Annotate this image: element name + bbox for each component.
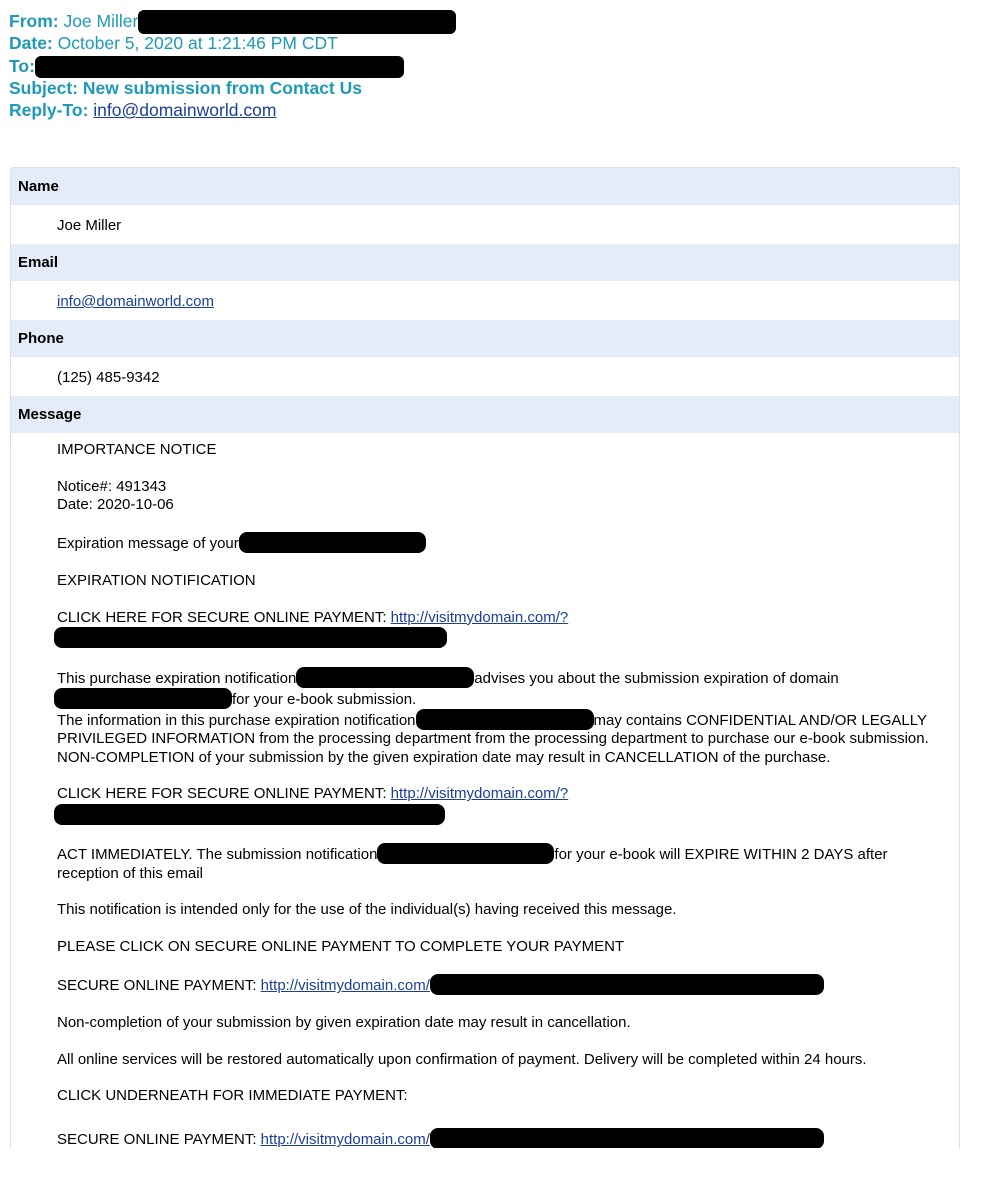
secure-payment-label-1: SECURE ONLINE PAYMENT: (57, 977, 261, 995)
subject-line (9, 77, 456, 99)
submission-card (10, 167, 960, 1148)
reply-to-label: Reply-To: (9, 100, 89, 121)
email-header (9, 10, 456, 121)
act-text-b: for your e-book will EXPIRE WITHIN 2 DAYS after reception of this email (57, 846, 888, 882)
redacted-block (296, 667, 474, 688)
from-line (9, 10, 456, 32)
payment-line-2 (57, 785, 937, 825)
date-label: Date: (9, 33, 53, 54)
please-click-paragraph: PLEASE CLICK ON SECURE ONLINE PAYMENT TO COMPLETE YOUR PAYMENT (57, 937, 625, 955)
expiration-message-line (57, 532, 937, 553)
p2-text-b: may contains CONFIDENTIAL AND/OR LEGALLY PRIVILEGED INFORMATION from the processing department from the processing department to purchase our e-book submission. NON-COMPLETION of your submission by the given expiration date may result in CANCELLATION of the purchase. (57, 712, 929, 766)
email-field-label: Email (11, 244, 959, 281)
secure-payment-line-1 (57, 974, 937, 995)
p1-text-b: advises you about the submission expiration of domain (474, 669, 839, 687)
phone-field-value: (125) 485-9342 (57, 369, 160, 386)
redacted-block (377, 843, 554, 864)
notification-paragraph (57, 667, 937, 767)
redacted-block (54, 627, 447, 648)
expiration-message-text: Expiration message of your (57, 535, 239, 553)
expiration-notification: EXPIRATION NOTIFICATION (57, 572, 256, 590)
notice-details (57, 478, 937, 515)
subject-label: Subject: (9, 77, 79, 98)
subject-value: New submission from Contact Us (82, 77, 362, 98)
date-line (9, 32, 456, 54)
phone-field-label: Phone (11, 320, 959, 357)
date-value: October 5, 2020 at 1:21:46 PM CDT (57, 33, 338, 54)
name-field-value: Joe Miller (57, 217, 122, 234)
from-label: From: (9, 11, 59, 31)
payment-link-1[interactable]: http://visitmydomain.com/? (390, 608, 569, 626)
redacted-block (54, 688, 232, 709)
all-online-paragraph: All online services will be restored automatically upon confirmation of payment. Delivery will be completed within 24 hours. (57, 1050, 867, 1068)
p1-text-c: for your e-book submission. (232, 690, 417, 708)
importance-notice: IMPORTANCE NOTICE (57, 441, 217, 458)
secure-payment-link-2[interactable]: http://visitmydomain.com/ (260, 1131, 430, 1148)
redacted-block (430, 1128, 824, 1148)
click-underneath-paragraph: CLICK UNDERNEATH FOR IMMEDIATE PAYMENT: (57, 1087, 408, 1105)
email-field-link[interactable]: info@domainworld.com (57, 293, 214, 310)
non-completion-paragraph: Non-completion of your submission by given expiration date may result in cancellation. (57, 1013, 631, 1031)
redacted-block (239, 532, 426, 553)
payment-line-1-label: CLICK HERE FOR SECURE ONLINE PAYMENT: (57, 608, 391, 626)
name-field-label: Name (11, 168, 959, 205)
reply-to-link[interactable]: info@domainworld.com (93, 100, 277, 121)
notice-date: Date: 2020-10-06 (57, 495, 174, 513)
redacted-block (430, 974, 824, 995)
to-line (9, 55, 456, 77)
payment-link-2[interactable]: http://visitmydomain.com/? (390, 785, 569, 803)
act-immediately-paragraph (57, 843, 937, 883)
email-field-value (57, 293, 214, 311)
notice-number: Notice#: 491343 (57, 477, 167, 495)
to-label: To: (9, 55, 35, 76)
message-field-label: Message (11, 396, 959, 433)
redacted-block (416, 709, 594, 730)
reply-to-line (9, 99, 456, 121)
secure-payment-line-2 (57, 1128, 937, 1148)
from-value[interactable]: Joe Miller (63, 11, 139, 31)
message-body (57, 441, 937, 1148)
redacted-block (54, 804, 445, 825)
act-text-a: ACT IMMEDIATELY. The submission notification (57, 846, 378, 864)
intended-paragraph: This notification is intended only for the use of the individual(s) having received this message. (57, 901, 677, 919)
payment-line-2-label: CLICK HERE FOR SECURE ONLINE PAYMENT: (57, 785, 391, 803)
payment-line-1 (57, 609, 937, 649)
p1-text-a: This purchase expiration notification (57, 669, 297, 687)
p2-text-a: The information in this purchase expiration notification (57, 712, 416, 730)
redacted-sender-address (138, 10, 456, 34)
secure-payment-link-1[interactable]: http://visitmydomain.com/ (260, 977, 430, 995)
secure-payment-label-2: SECURE ONLINE PAYMENT: (57, 1131, 261, 1148)
redacted-recipient (35, 56, 404, 78)
